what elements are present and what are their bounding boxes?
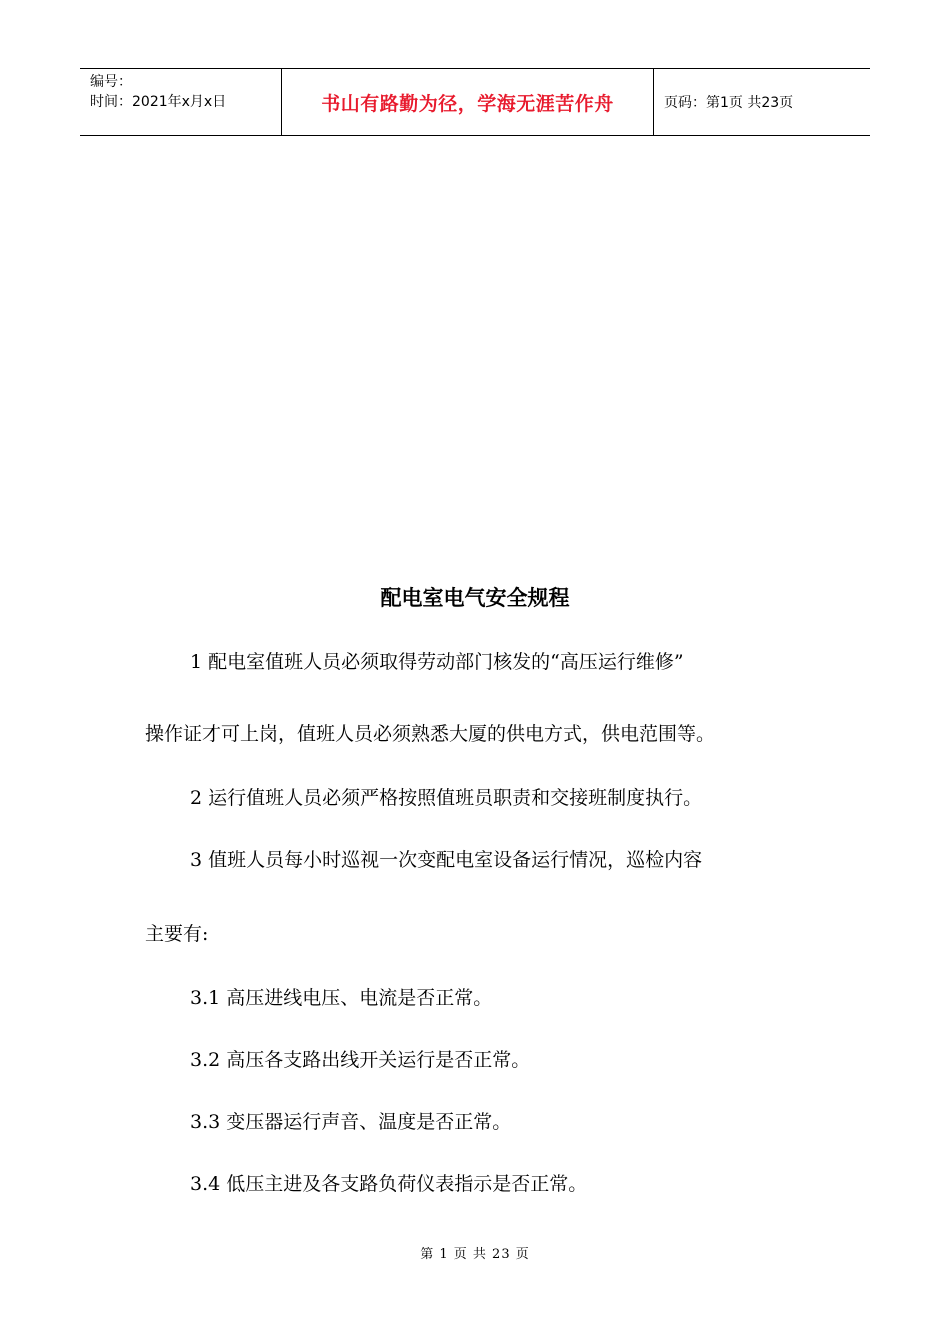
page-header bbox=[80, 68, 870, 136]
page-footer: 第 1 页 共 23 页 bbox=[420, 1247, 530, 1262]
header-motto-cell bbox=[282, 69, 654, 135]
header-motto: 书山有路勤为径，学海无涯苦作舟 bbox=[321, 92, 614, 115]
header-page-info: 页码：第1页 共23页 bbox=[664, 95, 794, 111]
document-time-label: 时间：2021年x月x日 bbox=[90, 94, 227, 110]
header-page-cell bbox=[654, 69, 870, 135]
body-line-1: 1 配电室值班人员必须取得劳动部门核发的“高压运行维修” bbox=[190, 651, 684, 673]
body-line-4: 3 值班人员每小时巡视一次变配电室设备运行情况，巡检内容 bbox=[190, 849, 703, 871]
header-meta-cell bbox=[80, 69, 282, 135]
body-line-3: 2 运行值班人员必须严格按照值班员职责和交接班制度执行。 bbox=[190, 787, 703, 809]
body-line-7: 3.2 高压各支路出线开关运行是否正常。 bbox=[190, 1049, 531, 1071]
body-line-2: 操作证才可上岗，值班人员必须熟悉大厦的供电方式，供电范围等。 bbox=[145, 723, 716, 745]
document-title: 配电室电气安全规程 bbox=[380, 586, 570, 610]
document-number-label: 编号： bbox=[90, 74, 132, 90]
body-line-6: 3.1 高压进线电压、电流是否正常。 bbox=[190, 987, 493, 1009]
body-line-8: 3.3 变压器运行声音、温度是否正常。 bbox=[190, 1111, 512, 1133]
body-line-5: 主要有: bbox=[145, 923, 209, 945]
body-line-9: 3.4 低压主进及各支路负荷仪表指示是否正常。 bbox=[190, 1173, 588, 1195]
